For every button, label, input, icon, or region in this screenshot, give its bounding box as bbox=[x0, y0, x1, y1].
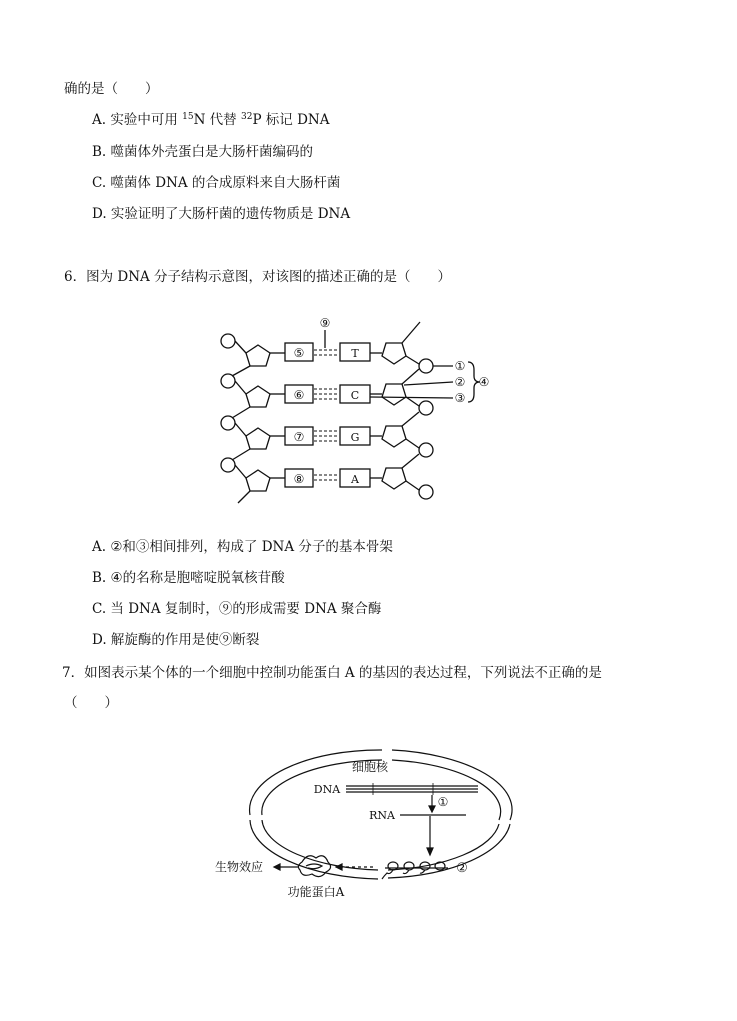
base-label-a: A bbox=[351, 473, 359, 486]
base-label-5: ⑤ bbox=[293, 346, 305, 360]
q5-stem-tail: 确的是（ ） bbox=[64, 81, 159, 97]
q5-option-a-pre: A. 实验中可用 bbox=[92, 112, 183, 128]
label-biological-effect: 生物效应 bbox=[214, 860, 264, 874]
q5-option-b: B. 噬菌体外壳蛋白是大肠杆菌编码的 bbox=[92, 144, 314, 160]
q5-option-a-sup1: 15 bbox=[182, 112, 194, 122]
label-functional-protein: 功能蛋白A bbox=[287, 885, 345, 899]
label-step-2: ② bbox=[456, 861, 468, 876]
label-sugar: ② bbox=[454, 375, 466, 389]
base-label-6: ⑥ bbox=[293, 388, 305, 402]
label-dna: DNA bbox=[313, 783, 341, 796]
q7-paren: （ ） bbox=[64, 695, 118, 711]
label-nucleotide: ④ bbox=[478, 375, 490, 389]
label-base: ③ bbox=[454, 391, 466, 405]
base-label-t: T bbox=[351, 347, 359, 360]
label-rna: RNA bbox=[369, 809, 395, 822]
q6-option-d: D. 解旋酶的作用是使⑨断裂 bbox=[92, 632, 260, 648]
q6-option-c: C. 当 DNA 复制时，⑨的形成需要 DNA 聚合酶 bbox=[92, 601, 382, 617]
label-hydrogen-bond: ⑨ bbox=[319, 316, 331, 330]
base-label-7: ⑦ bbox=[293, 430, 305, 444]
q5-option-c: C. 噬菌体 DNA 的合成原料来自大肠杆菌 bbox=[92, 175, 341, 191]
q7-stem: 7．如图表示某个体的一个细胞中控制功能蛋白 A 的基因的表达过程，下列说法不正确的是 bbox=[62, 665, 602, 681]
q5-option-a-post: P 标记 DNA bbox=[252, 112, 330, 128]
q5-option-a-mid: N 代替 bbox=[193, 112, 241, 128]
q6-option-b: B. ④的名称是胞嘧啶脱氧核苷酸 bbox=[92, 570, 285, 586]
base-label-c: C bbox=[350, 389, 360, 402]
label-nucleus: 细胞核 bbox=[351, 760, 389, 774]
base-label-8: ⑧ bbox=[293, 472, 305, 486]
q6-stem: 6．图为 DNA 分子结构示意图，对该图的描述正确的是（ ） bbox=[64, 269, 452, 285]
q6-option-a: A. ②和③相间排列，构成了 DNA 分子的基本骨架 bbox=[92, 539, 393, 555]
label-phosphate: ① bbox=[454, 359, 466, 373]
label-step-1: ① bbox=[437, 795, 449, 809]
base-label-g: G bbox=[350, 431, 360, 444]
q5-option-d: D. 实验证明了大肠杆菌的遗传物质是 DNA bbox=[92, 206, 351, 222]
q5-option-a-sup2: 32 bbox=[240, 112, 253, 122]
